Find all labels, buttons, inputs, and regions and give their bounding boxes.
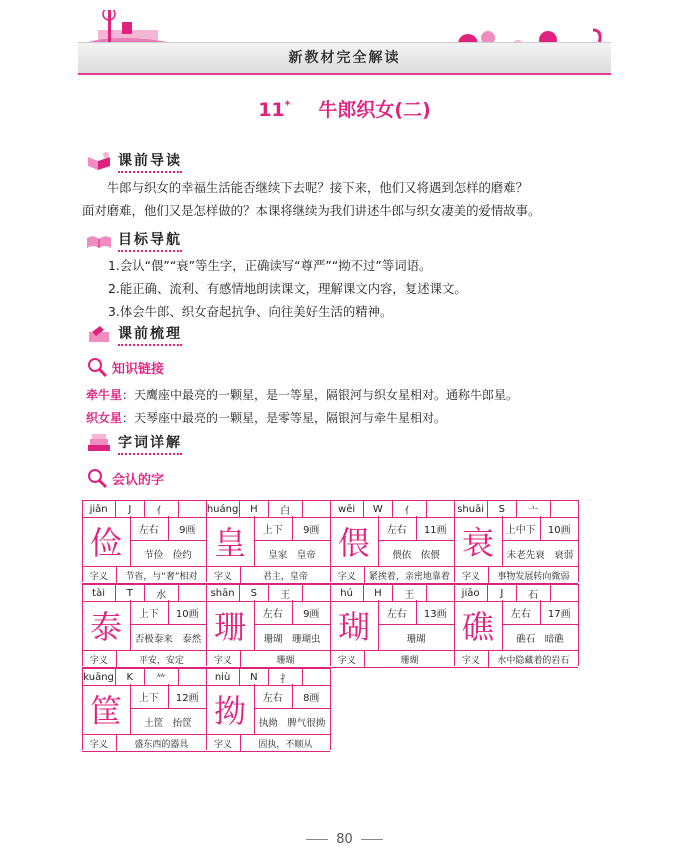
char-structure: 左右 [378,600,417,624]
char-strokes: 12画 [175,692,199,704]
char-glyph: 拗 [206,684,255,734]
char-glyph: 瑚 [330,600,379,650]
char-meaning: 固执，不顺从 [258,739,313,750]
char-strokes: 11画 [423,524,447,536]
char-strokes: 9画 [303,608,320,620]
char-card-frame [82,668,207,750]
char-card [206,584,330,667]
knowledge-heading-text: 知识链接 [112,361,165,377]
review-heading [86,323,182,345]
char-card-frame [206,500,331,582]
lesson-mark: * [284,98,291,112]
knowledge-term-2: 织女星 [86,411,123,425]
char-letter: K [115,669,143,685]
words-heading-text: 字词详解 [118,432,182,455]
stacked-books-icon [86,433,112,453]
char-letter: W [363,501,391,517]
char-radical: 亻 [392,501,426,517]
char-structure: 左右 [254,684,293,708]
char-letter: H [239,501,267,517]
char-meaning-label: 字义 [82,567,117,583]
char-meaning: 水中隐藏着的岩石 [497,655,570,666]
char-meaning: 紧挨着，亲密地靠着 [368,571,450,582]
goals-heading-text: 目标导航 [118,229,182,252]
goals-heading [86,229,182,251]
char-strokes: 9画 [179,524,196,536]
char-card-frame [454,500,579,582]
char-radical: 白 [268,501,302,517]
open-book-icon [86,230,112,250]
goal-item-3: 3.体会牛郎、织女奋起抗争、向往美好生活的精神。 [108,304,393,319]
char-card-frame [206,584,331,666]
goal-item-2: 2.能正确、流利、有感情地朗读课文，理解课文内容，复述课文。 [108,281,467,296]
chars-heading-text: 会认的字 [112,472,165,488]
char-radical: 亻 [144,501,178,517]
char-structure: 左右 [254,600,293,624]
char-strokes: 13画 [423,608,447,620]
char-card-frame [206,668,331,750]
char-structure: 左右 [130,516,169,540]
char-meaning: 节省，与“奢”相对 [125,571,198,582]
char-radical: 石 [516,585,550,601]
preview-heading-text: 课前导读 [118,150,182,173]
char-meaning-label: 字义 [330,567,365,583]
char-pinyin: shuāi [457,503,484,515]
lesson-name: 牛郎织女(二) [318,99,431,121]
char-meaning-label: 字义 [82,651,117,667]
char-card [330,584,454,667]
char-words: 土筐 抬筐 [144,717,192,729]
knowledge-heading [86,356,164,378]
char-words: 礁石 暗礁 [516,633,564,645]
char-strokes: 17画 [547,608,571,620]
char-card-frame [82,584,207,666]
char-meaning-label: 字义 [206,735,241,751]
char-meaning: 事物发展转向微弱 [497,571,570,582]
char-card-frame [330,584,455,666]
char-meaning-label: 字义 [206,567,241,583]
preview-heading [86,150,182,172]
char-pinyin: kuāng [83,671,114,683]
review-heading-text: 课前梳理 [118,323,182,346]
char-pinyin: niù [214,671,231,683]
char-structure: 上中下 [502,516,541,540]
chars-heading [86,467,164,489]
char-meaning: 珊瑚 [400,655,419,666]
char-radical: 王 [268,585,302,601]
char-meaning: 盛东西的器具 [134,739,189,750]
words-heading [86,432,182,454]
char-radical: 水 [144,585,178,601]
char-pinyin: jiǎn [89,503,108,515]
char-card-frame [454,584,579,666]
char-words: 珊瑚 [406,633,426,645]
char-words: 皇家 皇帝 [268,549,316,561]
char-structure: 左右 [502,600,541,624]
lesson-number: 11 [258,99,285,121]
knowledge-text-2: ：天琴座中最亮的一颗星，是零等星，隔银河与牵牛星相对。 [122,411,447,425]
char-card [206,500,330,583]
char-pinyin: hú [340,587,353,599]
char-meaning-label: 字义 [330,651,365,667]
char-glyph: 礁 [454,600,503,650]
char-glyph: 偎 [330,516,379,566]
char-words: 偎依 依偎 [392,549,440,561]
char-structure: 上下 [130,600,169,624]
knowledge-list [86,384,614,430]
char-words: 未老先衰 衰弱 [506,549,574,561]
book-icon [86,151,112,171]
char-card [82,500,206,583]
knowledge-text-1: ：天鹰座中最亮的一颗星，是一等星，隔银河与织女星相对。通称牛郎星。 [122,388,519,402]
char-glyph: 珊 [206,600,255,650]
char-meaning: 珊瑚 [276,655,295,666]
char-card [82,584,206,667]
char-words: 执拗 脾气很拗 [258,717,326,729]
goal-item-1: 1.会认“偎”“衰”等生字，正确读写“尊严”“拗不过”等词语。 [108,258,432,273]
char-glyph: 俭 [82,516,131,566]
magnifier-icon [86,356,108,378]
char-meaning: 平安，安定 [138,655,184,666]
char-card [206,668,330,751]
lesson-title [0,95,689,122]
char-pinyin: wēi [338,503,356,515]
char-strokes: 9画 [303,524,320,536]
char-card-frame [330,500,455,582]
char-radical: 亠 [516,501,550,517]
char-strokes: 10画 [175,608,199,620]
char-pinyin: jiāo [461,587,480,599]
char-glyph: 衰 [454,516,503,566]
char-pinyin: shān [210,587,235,599]
char-card [82,668,206,751]
char-letter: S [487,501,515,517]
char-card-frame [82,500,207,582]
knowledge-item-1 [86,384,614,407]
char-letter: J [487,585,515,601]
char-card [330,500,454,583]
pen-book-icon [86,324,112,344]
char-pinyin: huáng [206,503,239,515]
char-words: 否极泰来 泰然 [134,633,202,645]
header-title: 新教材完全解读 [288,50,401,66]
char-radical: 王 [392,585,426,601]
char-meaning-label: 字义 [454,651,489,667]
char-meaning-label: 字义 [82,735,117,751]
char-strokes: 8画 [303,692,320,704]
char-glyph: 泰 [82,600,131,650]
char-letter: T [115,585,143,601]
preview-line-2: 面对磨难，他们又是怎样做的？本课将继续为我们讲述牛郎与织女凄美的爱情故事。 [82,203,541,218]
knowledge-item-2 [86,407,614,430]
char-glyph: 筐 [82,684,131,734]
char-glyph: 皇 [206,516,255,566]
char-radical: 扌 [268,669,302,685]
char-meaning-label: 字义 [206,651,241,667]
char-structure: 上下 [130,684,169,708]
char-meaning: 君主，皇帝 [262,571,308,582]
char-card [454,500,578,583]
char-letter: H [363,585,391,601]
magnifier-icon [86,467,108,489]
char-words: 珊瑚 珊瑚虫 [263,633,321,645]
char-structure: 上下 [254,516,293,540]
knowledge-term-1: 牵牛星 [86,388,123,402]
char-structure: 左右 [378,516,417,540]
goals-list [108,254,636,323]
char-letter: J [115,501,143,517]
page-number-value: 80 [336,832,353,847]
char-radical: ⺮ [144,669,178,685]
page-number [0,832,689,847]
preview-line-1: 牛郎与织女的幸福生活能否继续下去呢？接下来，他们又将遇到怎样的磨难？ [106,180,529,195]
char-letter: N [239,669,267,685]
char-card [454,584,578,667]
preview-text [82,176,610,222]
char-letter: S [239,585,267,601]
char-strokes: 10画 [547,524,571,536]
char-meaning-label: 字义 [454,567,489,583]
char-words: 节俭 俭约 [144,549,192,561]
char-pinyin: tài [92,587,105,599]
